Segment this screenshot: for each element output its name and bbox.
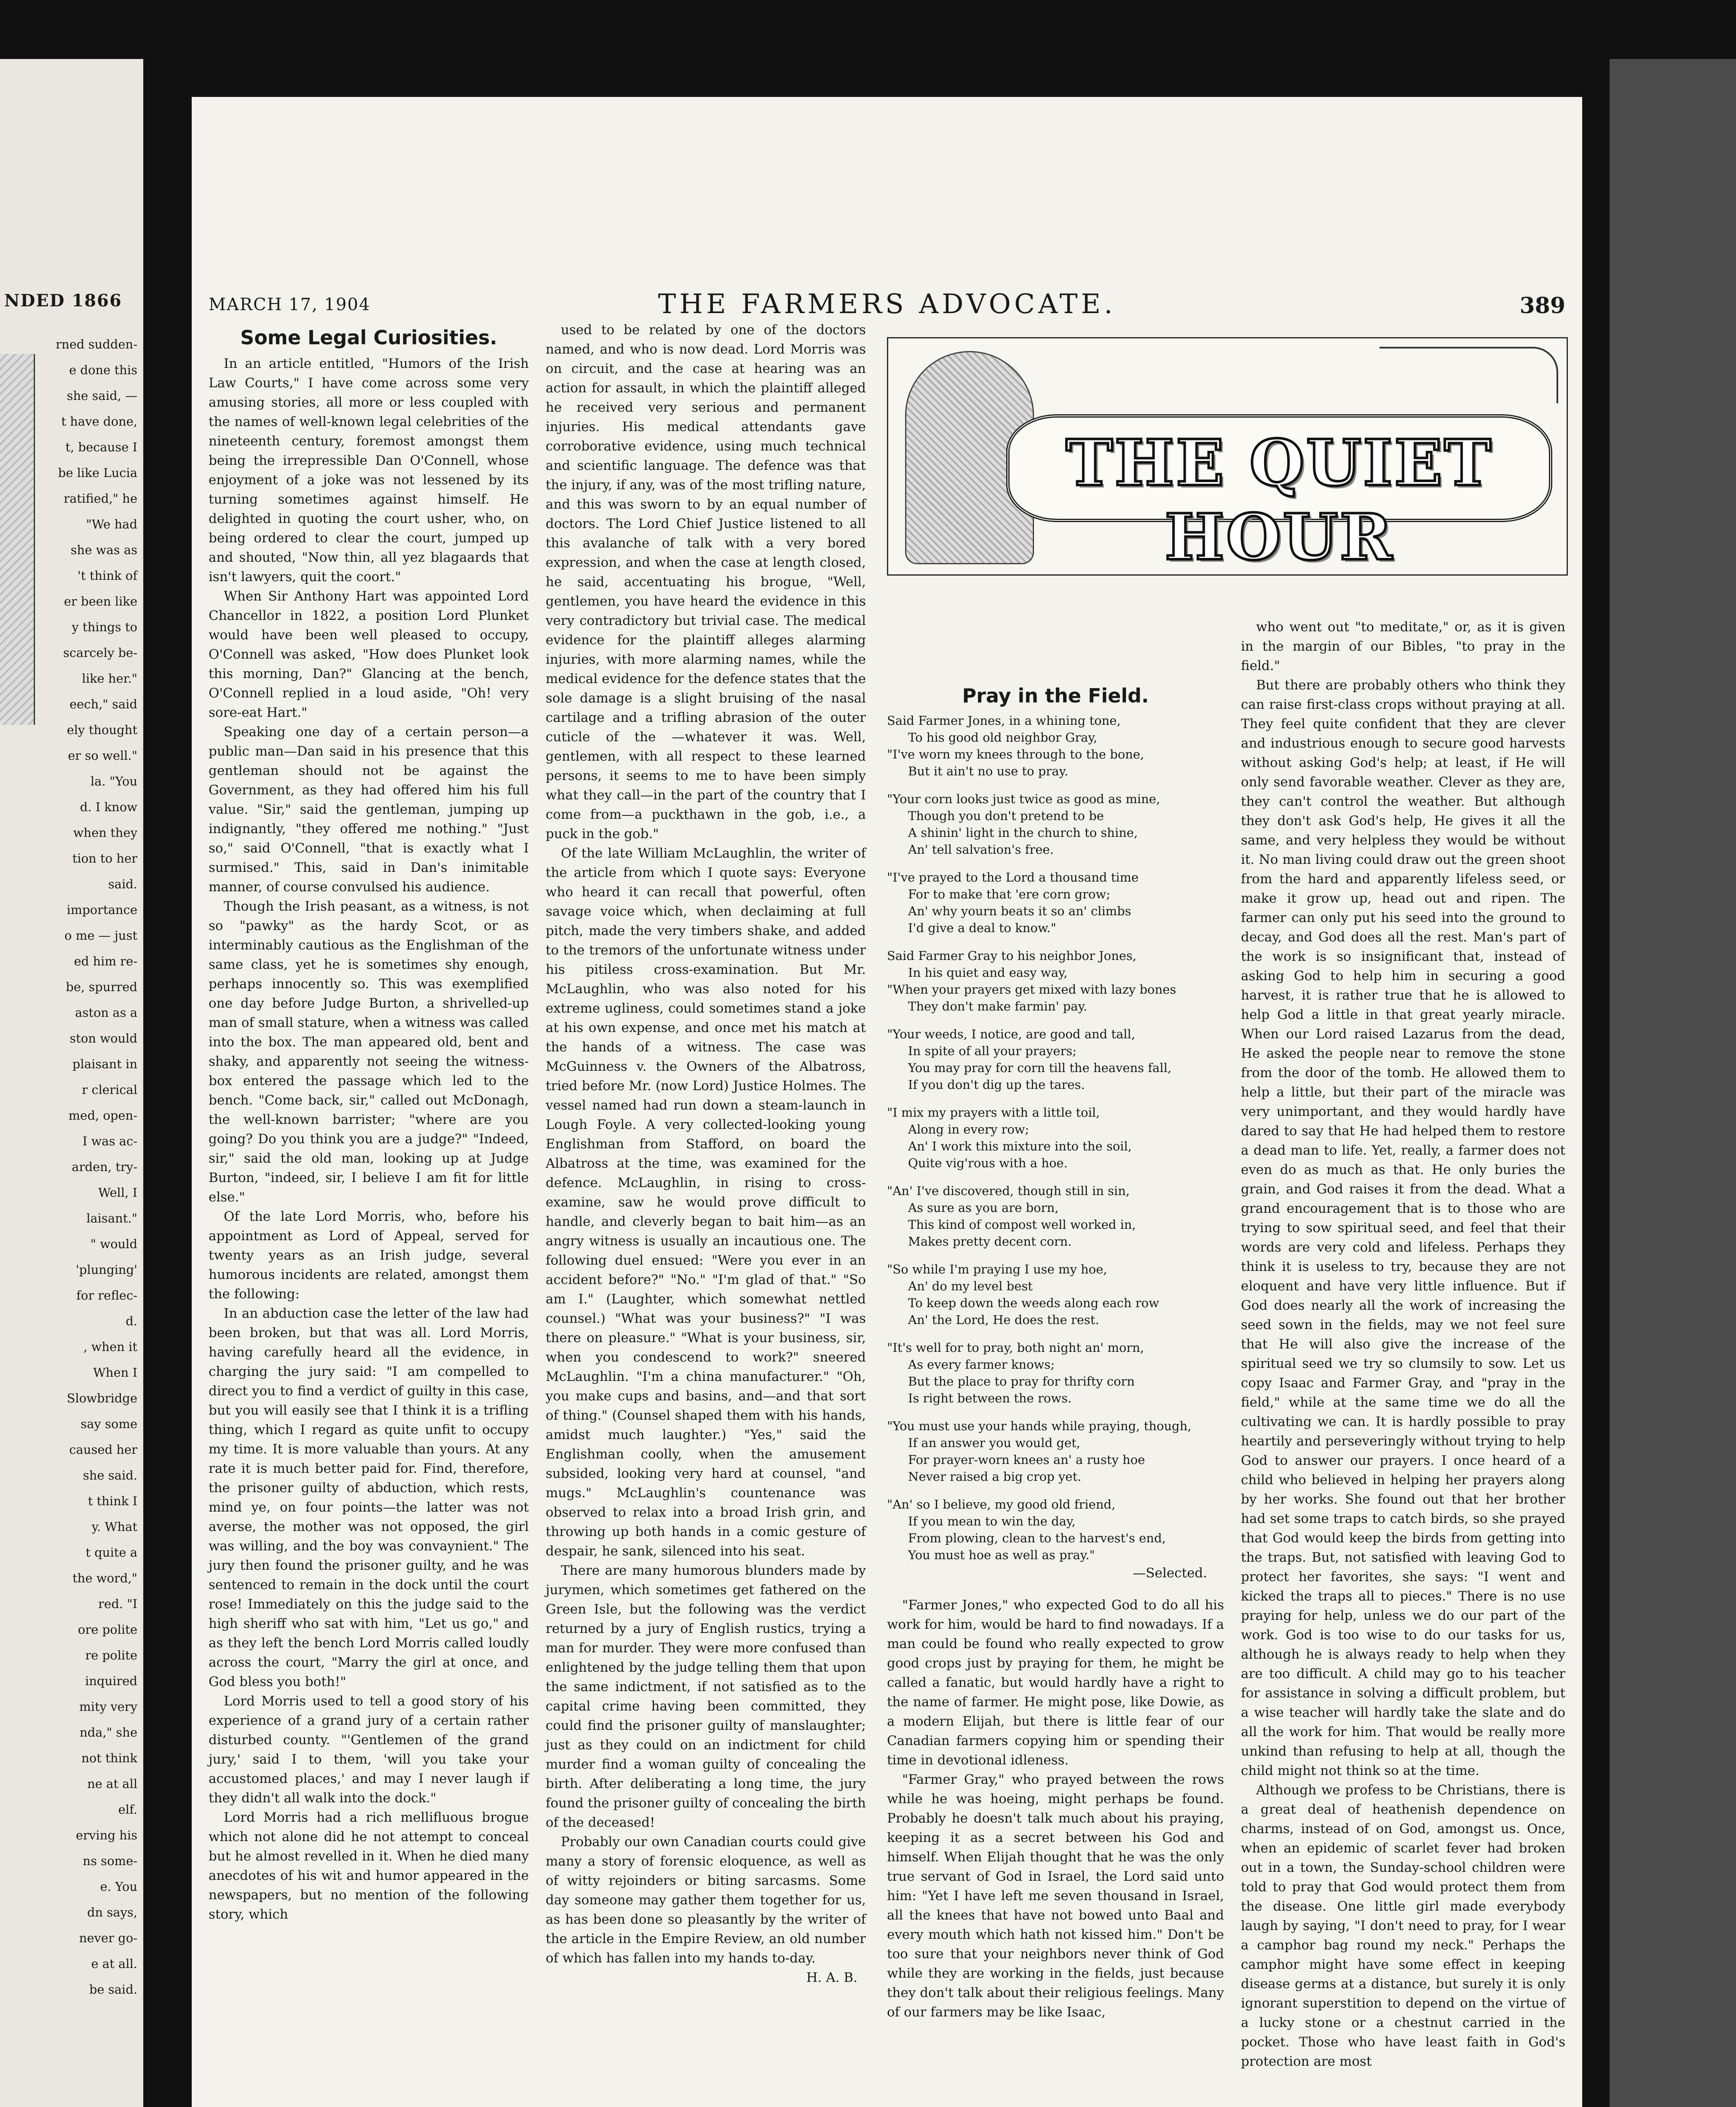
poem-line: "An' so I believe, my good old friend, bbox=[887, 1497, 1116, 1512]
stanza-break bbox=[887, 858, 1224, 869]
poem-line: You must hoe as well as pray." bbox=[908, 1548, 1095, 1562]
left-page-text-fragment: " would bbox=[90, 1237, 137, 1251]
article-legal-curiosities-continued bbox=[546, 320, 866, 1987]
poem-line: "I mix my prayers with a little toil, bbox=[887, 1105, 1100, 1120]
left-page-text-fragment: nda," she bbox=[79, 1725, 137, 1740]
left-page-text-fragment: t, because I bbox=[65, 440, 137, 454]
left-page-text-fragment: never go- bbox=[79, 1931, 137, 1945]
poem-line: For prayer-worn knees an' a rusty hoe bbox=[908, 1453, 1145, 1467]
left-page-text-fragment: , when it bbox=[83, 1340, 137, 1354]
page-header bbox=[209, 282, 1565, 329]
paragraph: used to be related by one of the doctors named, and who is now dead. Lord Morris was on circuit, and the case at hearing was an action for assault, in which the plaintiff alleged he received very serious and permanent injuries. His medical attendants gave corroborative evidence, using much technical and scientific language. The defence was that the injury, if any, was of the most trifling nature, and this was sworn to by an equal number of doctors. The Lord Chief Justice listened to all this avalanche of talk with a very bored expression, and when the case at length closed, he said, accentuating his brogue, "Well, gentlemen, you have heard the evidence in this very contradictory but trivial case. The medical evidence for the plaintiff alleges alarming injuries, with more alarming names, while the medical evidence for the defence states that the sole damage is a slight bruising of the nasal cartilage and a trifling abrasion of the outer cuticle of the —whatever it was. Well, gentlemen, with all respect to these learned persons, it seems to me to have been simply what they call—in the part of the country that I come from—a puckthawn in the gob, i.e., a puck in the gob." bbox=[546, 322, 866, 842]
article-pray-in-the-field bbox=[887, 683, 1224, 2022]
poem-line: Said Farmer Gray to his neighbor Jones, bbox=[887, 949, 1137, 963]
decorative-scroll-ornament bbox=[1380, 347, 1558, 403]
left-page-text-fragment: e done this bbox=[69, 363, 137, 377]
left-page-text-fragment: be said. bbox=[89, 1982, 137, 1997]
paragraph: Probably our own Canadian courts could give many a story of forensic eloquence, as well as of witty rejoinders or biting sarcasms. Some day someone may gather them together for us, as has been done so pleasantly by the writer of the article in the Empire Review, an old number of which has fallen into my hands to-day. bbox=[546, 1834, 866, 1966]
left-page-text-fragment: inquired bbox=[85, 1674, 137, 1688]
left-page-text-fragment: red. "I bbox=[98, 1597, 137, 1611]
poem-line: For to make that 'ere corn grow; bbox=[908, 887, 1110, 901]
left-page-text-fragment: say some bbox=[80, 1417, 137, 1431]
left-page-text-fragment: d. I know bbox=[80, 800, 137, 814]
poem-line: A shinin' light in the church to shine, bbox=[908, 826, 1138, 840]
left-page-text-fragment: when they bbox=[73, 826, 137, 840]
left-page-text-fragment: ore polite bbox=[78, 1622, 137, 1637]
paragraph: Of the late Lord Morris, who, before his appointment as Lord of Appeal, served for twenty years as an Irish judge, several humorous incidents are related, amongst them the following: bbox=[209, 1209, 529, 1302]
poem-line: If you mean to win the day, bbox=[908, 1514, 1076, 1528]
poem-line: In his quiet and easy way, bbox=[908, 965, 1068, 980]
left-page-text-fragment: scarcely be- bbox=[63, 646, 137, 660]
left-page-text-fragment: I was ac- bbox=[82, 1134, 137, 1148]
page-number: 389 bbox=[1519, 293, 1565, 319]
stanza-break bbox=[887, 1171, 1224, 1182]
left-page-text-fragment: When I bbox=[93, 1365, 137, 1380]
quiet-hour-heading-illustration bbox=[887, 337, 1568, 576]
poem-line: "You must use your hands while praying, though, bbox=[887, 1419, 1192, 1433]
left-page-text-fragment: plaisant in bbox=[72, 1057, 137, 1071]
paragraph: Although we profess to be Christians, there is a great deal of heathenish dependence on charms, instead of on God, amongst us. Once, when an epidemic of scarlet fever had broken out in a town, the Sunday-school children were told to pray that God would protect them from the disease. One little girl made everybody laugh by saying, "I don't need to pray, for I wear a camphor bag round my neck." Perhaps the camphor might have some effect in keeping disease germs at a distance, but surely it is only ignorant superstition to depend on the virtue of a lucky stone or a chestnut carried in the pocket. Those who have least faith in God's protection are most bbox=[1241, 1783, 1565, 2069]
left-page-text-fragment: mity very bbox=[79, 1700, 137, 1714]
left-page-text-fragment: tion to her bbox=[72, 851, 137, 866]
left-page-text-fragment: 'plunging' bbox=[75, 1263, 137, 1277]
paragraph: Though the Irish peasant, as a witness, is not so "pawky" as the hardy Scot, or as interminably cautious as the Englishman of the same class, yet he is sometimes shy enough, perhaps innocently so. This was exemplified one day before Judge Burton, a shrivelled-up man of small stature, when a witness was called into the box. The man appeared old, bent and shaky, and apparently not seeing the witness-box entered the passage which led to the bench. "Come back, sir," called out McDonagh, the well-known barrister; "where are you going? Do you think you are a judge?" "Indeed, sir," said the old man, looking up at Judge Burton, "indeed, sir, I believe I am fit for little else." bbox=[209, 899, 529, 1205]
left-page-text-fragment: she said, — bbox=[67, 389, 137, 403]
poem-line: Is right between the rows. bbox=[908, 1391, 1072, 1405]
poem-line: From plowing, clean to the harvest's end, bbox=[908, 1531, 1166, 1545]
stanza-break bbox=[887, 1328, 1224, 1339]
left-page-text-fragment: o me — just bbox=[64, 928, 137, 943]
poem-line: "When your prayers get mixed with lazy bones bbox=[887, 982, 1176, 997]
paragraph: When Sir Anthony Hart was appointed Lord Chancellor in 1822, a position Lord Plunket would have been well pleased to occupy, O'Connell was asked, "How does Plunket look this morning, Dan?" Glancing at the bench, O'Connell replied in a loud aside, "Oh! very sore-eat Hart." bbox=[209, 589, 529, 720]
poem bbox=[887, 712, 1224, 1563]
stanza-break bbox=[887, 936, 1224, 947]
poem-line: As sure as you are born, bbox=[908, 1201, 1059, 1215]
poem-line: If an answer you would get, bbox=[908, 1436, 1080, 1450]
article-pray-in-the-field-continued bbox=[1241, 617, 1565, 2071]
left-page-text-fragment: e. You bbox=[100, 1879, 137, 1894]
poem-line: "I've prayed to the Lord a thousand time bbox=[887, 870, 1139, 885]
quiet-hour-banner bbox=[1006, 414, 1552, 574]
scan-margin bbox=[1610, 59, 1736, 2107]
poem-line: This kind of compost well worked in, bbox=[908, 1217, 1136, 1232]
poem-line: They don't make farmin' pay. bbox=[908, 999, 1088, 1013]
left-page-text-fragment: re polite bbox=[85, 1648, 137, 1662]
paragraph: Speaking one day of a certain person—a public man—Dan said in his presence that this gentleman should not be against the Government, as they had offered him his full value. "Sir," said the gentleman, jumping up indignantly, "they offered me nothing." "Just so," said O'Connell, "that is exactly what I surmised." This, said in Dan's inimitable manner, of course convulsed his audience. bbox=[209, 724, 529, 895]
poem-line: In spite of all your prayers; bbox=[908, 1044, 1077, 1058]
poem-line: To keep down the weeds along each row bbox=[908, 1296, 1159, 1310]
poem-line: Said Farmer Jones, in a whining tone, bbox=[887, 713, 1121, 728]
paragraph: Lord Morris had a rich mellifluous brogue which not alone did he not attempt to conceal but he almost revelled in it. When he died many anecdotes of his wit and humor appeared in the newspapers, but no mention of the following story, which bbox=[209, 1810, 529, 1922]
left-page-text-fragment: rned sudden- bbox=[56, 337, 137, 351]
left-page-text-fragment: she was as bbox=[70, 543, 137, 557]
stanza-break bbox=[887, 1250, 1224, 1261]
left-facing-page bbox=[0, 59, 143, 2107]
left-page-text-fragment: y. What bbox=[91, 1520, 137, 1534]
left-page-text-fragment: med, open- bbox=[68, 1108, 137, 1123]
left-page-text-fragment: importance bbox=[67, 903, 137, 917]
poem-line: "An' I've discovered, though still in sin, bbox=[887, 1184, 1130, 1198]
poem-line: An' tell salvation's free. bbox=[908, 842, 1054, 857]
poem-line: An' why yourn beats it so an' climbs bbox=[908, 904, 1131, 918]
poem-line: As every farmer knows; bbox=[908, 1357, 1055, 1372]
left-page-text-fragment: la. "You bbox=[90, 774, 137, 788]
poem-line: "Your weeds, I notice, are good and tall, bbox=[887, 1027, 1136, 1041]
poem-line: Though you don't pretend to be bbox=[908, 809, 1104, 823]
stanza-break bbox=[887, 780, 1224, 791]
left-page-text-fragment: ston would bbox=[70, 1031, 137, 1045]
poem-line: "Your corn looks just twice as good as mine, bbox=[887, 792, 1160, 806]
left-page-text-fragment: not think bbox=[81, 1751, 137, 1765]
paragraph: Lord Morris used to tell a good story of his experience of a grand jury of a certain rather disturbed county. "'Gentlemen of the grand jury,' said I to them, 'will you take your accustomed places,' and may I never laugh if they didn't all walk into the dock." bbox=[209, 1694, 529, 1806]
poem-line: Quite vig'rous with a hoe. bbox=[908, 1156, 1068, 1170]
paragraph: But there are probably others who think they can raise first-class crops without praying at all. They feel quite confident that they are clever and industrious enough to secure good harvests without asking God's help; at least, if He will only send favorable weather. Clever as they are, they can't control the weather. But although they don't ask God's help, He gives it all the same, and very helpless they would be without it. No man living could draw out the green shoot from the hard and apparently lifeless seed, or make it grow up, head out and ripen. The farmer can only put his seed into the ground to decay, and God does all the rest. Man's part of the work is so insignificant that, instead of asking God to help him in securing a good harvest, it is rather true that he is allowed to help God a little in that great yearly miracle. When our Lord raised Lazarus from the dead, He asked the people near to remove the stone from the door of the tomb. He allowed them to help a little, but their part of the miracle was very unimportant, and they would hardly have dared to say that He had helped them to restore a dead man to life. Yet, really, a farmer does not even do as much as that. He only buries the grain, and God raises it from the dead. What a grand encouragement that is to those who are trying to sow spiritual seed, and feel that their words are very cold and lifeless. Perhaps they think it is useless to try, because they are not eloquent and have very little influence. But if God does nearly all the work of increasing the seed sown in the fields, may we not feel sure that He will also give the increase of the spiritual seed we try so clumsily to sow. Let us copy Isaac and Farmer Gray, and "pray in the field," while at the same time we do all the cultivating we can. It is hardly possible to pray heartily and perseveringly without trying to help God to answer our prayers. I once heard of a child who believed in helping her prayers along by her works. She found out that her brother had set some traps to catch birds, so she prayed that God would keep the birds from getting into the traps. But, not satisfied with leaving God to protect her favorites, she says: "I went and kicked the traps all to pieces." There is no use praying for help, unless we do our part of the work. God is too wise to do our tasks for us, although he is always ready to help when they are too difficult. A child may go to his teacher for assistance in solving a difficult problem, but a wise teacher will hardly take the slate and do all the work for him. That would be really more unkind than refusing to help at all, though the child might not think so at the time. bbox=[1241, 678, 1565, 1778]
left-page-text-fragment: be like Lucia bbox=[58, 466, 137, 480]
poem-line: "So while I'm praying I use my hoe, bbox=[887, 1262, 1107, 1276]
stanza-break bbox=[887, 1485, 1224, 1496]
left-page-text-fragment: laisant." bbox=[86, 1211, 137, 1225]
poem-line: But the place to pray for thrifty corn bbox=[908, 1374, 1135, 1389]
left-page-text-fragment: for reflec- bbox=[76, 1288, 137, 1303]
poem-line: Along in every row; bbox=[908, 1122, 1029, 1137]
poem-line: An' the Lord, He does the rest. bbox=[908, 1313, 1099, 1327]
left-page-text-fragment: like her." bbox=[82, 671, 137, 686]
left-page-text-fragment: arden, try- bbox=[72, 1160, 137, 1174]
poem-credit: —Selected. bbox=[1133, 1566, 1207, 1581]
left-page-text-fragment: aston as a bbox=[75, 1005, 137, 1020]
left-page-text-fragment: the word," bbox=[72, 1571, 137, 1585]
poem-line: But it ain't no use to pray. bbox=[908, 764, 1069, 778]
paragraph: Of the late William McLaughlin, the writer of the article from which I quote says: Everyone who heard it can recall that powerful, often savage voice which, when declaiming at full pitch, made the very timbers shake, and added to the tremors of the unfortunate witness under his pitiless cross-examination. But Mr. McLaughlin, who was also noted for his extreme ugliness, could sometimes stand a joke at his own expense, and once met his match at the hands of a witness. The case was McGuinness v. the Owners of the Albatross, tried before Mr. (now Lord) Justice Holmes. The vessel named had run down a steam-launch in Lough Foyle. A very collected-looking young Englishman from Stafford, on board the Albatross at the time, was examined for the defence. McLaughlin, in rising to cross-examine, saw he would prove difficult to handle, and cleverly began to bait him—as an angry witness is usually an incautious one. The following duel ensued: "Were you ever in an accident before?" "No." "I'm glad of that." "So am I." (Laughter, which somewhat nettled counsel.) "What was your business?" "I was there on pleasure." "What is your business, sir, when you condescend to work?" sneered McLaughlin. "I'm a china manufacturer." "Oh, you make cups and basins, and—and that sort of thing." (Counsel shaped them with his hands, amidst much laughter.) "Yes," said the Englishman coolly, when the amusement subsided, looking very hard at counsel, "and mugs." McLaughlin's countenance was observed to relax into a broad Irish grin, and throwing up both hands in a comic gesture of despair, he sank, silenced into his seat. bbox=[546, 846, 866, 1559]
poem-line: If you don't dig up the tares. bbox=[908, 1078, 1085, 1092]
stanza-break bbox=[887, 1015, 1224, 1026]
poem-line: An' do my level best bbox=[908, 1279, 1033, 1293]
left-page-text-fragment: erving his bbox=[76, 1828, 137, 1842]
left-page-text-fragment: t have done, bbox=[61, 414, 137, 429]
newspaper-page bbox=[192, 97, 1582, 2107]
poem-line: "It's well for to pray, both night an' morn, bbox=[887, 1340, 1144, 1355]
left-page-text-fragment: ne at all bbox=[87, 1777, 137, 1791]
poem-line: You may pray for corn till the heavens fall, bbox=[908, 1061, 1172, 1075]
paragraph: There are many humorous blunders made by jurymen, which sometimes get fathered on the Green Isle, but the following was the verdict returned by a jury of English rustics, trying a man for murder. They were more confused than enlightened by the judge telling them that upon the same indictment, if not satisfied as to the capital crime having been committed, they could find the prisoner guilty of manslaughter; just as they could on an indictment for child murder find a woman guilty of concealing the birth. After deliberating a long time, the jury found the prisoner guilty of concealing the birth of the deceased! bbox=[546, 1563, 866, 1830]
poem-line: Never raised a big crop yet. bbox=[908, 1469, 1082, 1484]
left-page-text-fragment: she said. bbox=[83, 1468, 137, 1482]
left-page-text-fragment: er been like bbox=[64, 594, 137, 609]
paragraph: "Farmer Gray," who prayed between the rows while he was hoeing, might perhaps be found. Probably he doesn't talk much about his praying, keeping it as a secret between his God and himself. When Elijah thought that he was the only true servant of God in Israel, the Lord said unto him: "Yet I have left me seven thousand in Israel, all the knees that have not bowed unto Baal and every mouth which hath not kissed him." Don't be too sure that your neighbors never think of God while they are working in the fields, just because they don't talk about their religious feelings. Many of our farmers may be like Isaac, bbox=[887, 1772, 1224, 2020]
author-initials: H. A. B. bbox=[806, 1970, 857, 1985]
left-page-text-fragment: t quite a bbox=[86, 1545, 137, 1560]
poem-line: An' I work this mixture into the soil, bbox=[908, 1139, 1132, 1153]
left-page-illustration bbox=[0, 354, 35, 725]
left-page-text-fragment: ely thought bbox=[67, 723, 137, 737]
poem-line: Makes pretty decent corn. bbox=[908, 1234, 1072, 1249]
stanza-break bbox=[887, 1093, 1224, 1104]
left-page-text-fragment: er so well." bbox=[68, 748, 137, 763]
left-page-text-fragment: ed him re- bbox=[74, 954, 137, 968]
paragraph: In an abduction case the letter of the law had been broken, but that was all. Lord Morris, having carefully heard all the evidence, in charging the jury said: "I am compelled to direct you to find a verdict of guilty in this case, but you will easily see that I think it is a trifling thing, which I regard as quite unfit to occupy my time. It is more valuable than yours. At any rate it is much better paid for. Find, therefore, the prisoner guilty of abduction, which rests, mind ye, on four points—the latter was not averse, the mother was not opposed, the girl was willing, and the boy was convaynient." The jury then found the prisoner guilty, and he was sentenced to remain in the dock until the court rose! Immediately on this the judge said to the high sheriff who sat with him, "Let us go," and as they left the bench Lord Morris called loudly across the court, "Marry the girl at once, and God bless you both!" bbox=[209, 1306, 529, 1689]
left-page-text-fragment: ratified," he bbox=[64, 491, 137, 506]
left-page-text-fragment: e at all. bbox=[91, 1957, 137, 1971]
left-page-text-fragment: 't think of bbox=[77, 568, 137, 583]
article-title: Some Legal Curiosities. bbox=[240, 326, 497, 349]
left-page-text-fragment: eech," said bbox=[69, 697, 137, 711]
left-page-text-fragment: ns some- bbox=[83, 1854, 137, 1868]
newspaper-title: THE FARMERS ADVOCATE. bbox=[658, 289, 1116, 320]
quiet-hour-title: THE QUIET HOUR bbox=[1066, 426, 1493, 574]
left-page-text-fragment: "We had bbox=[86, 517, 137, 531]
poem-line: To his good old neighbor Gray, bbox=[908, 730, 1098, 745]
article-legal-curiosities bbox=[209, 324, 529, 1924]
left-page-text-fragment: elf. bbox=[118, 1802, 137, 1817]
left-page-text-fragment: t think I bbox=[88, 1494, 137, 1508]
article-title: Pray in the Field. bbox=[962, 684, 1149, 707]
paragraph: In an article entitled, "Humors of the Irish Law Courts," I have come across some very amusing stories, all more or less coupled with the names of well-known legal celebrities of the nineteenth century, foremost amongst them being the irrepressible Dan O'Connell, whose enjoyment of a joke was not lessened by its turning sometimes against himself. He delighted in quoting the court usher, who, on being ordered to clear the court, jumped up and shouted, "Now thin, all yez blagaards that isn't lawyers, quit the coort." bbox=[209, 356, 529, 584]
left-page-text-fragment: Slowbridge bbox=[67, 1391, 137, 1405]
left-page-text-fragment: y things to bbox=[72, 620, 137, 634]
left-page-text-fragment: caused her bbox=[69, 1442, 137, 1457]
paragraph: "Farmer Jones," who expected God to do all his work for him, would be hard to find nowadays. If a man could be found who really expected to grow good crops just by praying for them, he might be called a fanatic, but would hardly have a right to the name of farmer. He might pose, like Dowie, as a modern Elijah, but there is little fear of our Canadian farmers copying him or spending their time in devotional idleness. bbox=[887, 1598, 1224, 1768]
poem-line: I'd give a deal to know." bbox=[908, 921, 1056, 935]
stanza-break bbox=[887, 1407, 1224, 1418]
left-page-header: NDED 1866 bbox=[4, 291, 122, 311]
left-page-text-fragment: Well, I bbox=[98, 1185, 137, 1200]
left-page-text-fragment: be, spurred bbox=[66, 980, 137, 994]
paragraph: who went out "to meditate," or, as it is given in the margin of our Bibles, "to pray in the field." bbox=[1241, 619, 1565, 673]
issue-date: MARCH 17, 1904 bbox=[209, 295, 371, 314]
left-page-text-fragment: said. bbox=[108, 877, 137, 891]
left-page-text-fragment: r clerical bbox=[82, 1083, 137, 1097]
left-page-text-fragment: d. bbox=[126, 1314, 137, 1328]
left-page-text-fragment: dn says, bbox=[87, 1905, 137, 1919]
poem-line: "I've worn my knees through to the bone, bbox=[887, 747, 1144, 761]
